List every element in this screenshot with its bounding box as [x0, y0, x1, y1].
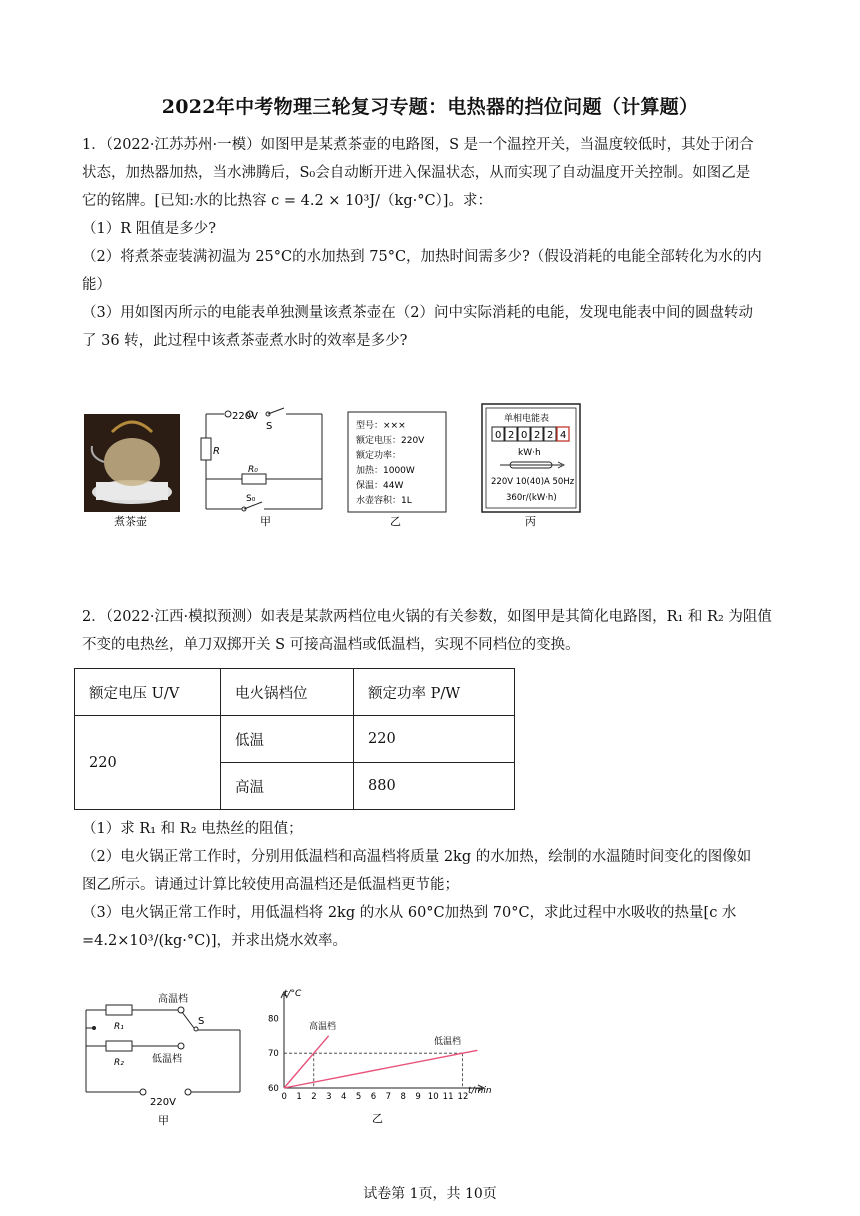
caption-jia: 甲 [260, 515, 271, 528]
chart-x-tick-label: 3 [326, 1092, 332, 1102]
q2-high-label: 高温档 [158, 994, 188, 1005]
meter-spec: 220V 10(40)A 50Hz [491, 477, 575, 487]
caption-yi: 乙 [390, 515, 401, 528]
table-header-cell: 电火锅档位 [221, 669, 354, 716]
caption-jia-2: 甲 [158, 1114, 169, 1127]
nameplate-line: 保温：44W [356, 481, 404, 491]
chart-y-label: t/°C [284, 989, 302, 999]
meter-digit: 2 [508, 430, 515, 441]
chart-x-tick-label: 10 [427, 1092, 439, 1102]
meter-digit: 0 [521, 430, 528, 441]
chart-x-tick-label: 12 [457, 1092, 469, 1102]
meter-unit: kW·h [518, 448, 541, 458]
q2-circuit-diagram [82, 990, 262, 1130]
q2-r1-label: R₁ [114, 1022, 124, 1032]
chart-x-tick-label: 0 [281, 1092, 287, 1102]
meter-digit: 4 [560, 430, 567, 441]
chart-y-tick-label: 60 [268, 1084, 279, 1094]
table-voltage-cell: 220 [75, 716, 221, 810]
nameplate-line: 额定电压：220V [356, 436, 425, 446]
nameplate-line: 水壶容积：1L [356, 496, 412, 506]
q1-intro: 1．（2022·江苏苏州·一模）如图甲是某煮茶壶的电路图，S 是一个温控开关，当温度较低时，其处于闭合 状态，加热器加热，当水沸腾后，S₀会自动断开进入保温状态，从而实现了自动温度开关控制。如图乙是 它的铭牌。[已知:水的比热容 c = 4.2 × 10³J/（kg·°C）]。求： （1）R 阻值是多少? （2）将煮茶壶装满初温为 25°C的水加热到 75°C，加热时间需多少?（假设消耗的电能全部转化为水的内 能） （3）用如图丙所示的电能表单独测量该煮茶壶在（2）问中实际消耗的电能，发现电能表中间的圆盘转动 了 36 转，此过程中该煮茶壶煮水时的效率是多少? [82, 137, 762, 349]
chart-x-tick-label: 1 [296, 1092, 302, 1102]
series-line-1 [284, 1050, 477, 1088]
chart-x-tick-label: 11 [442, 1092, 454, 1102]
chart-x-tick-label: 7 [385, 1092, 392, 1102]
chart-y-tick-label: 80 [268, 1014, 279, 1025]
series-label-low: 低温档 [434, 1037, 462, 1047]
meter-digits [492, 427, 569, 441]
nameplate-line: 额定功率： [356, 451, 402, 461]
table-power-cell: 880 [354, 763, 515, 810]
table-level-cell: 高温 [221, 763, 354, 810]
q1-switch-s-label: S [266, 421, 273, 432]
q1-resistor-r-label: R [213, 446, 220, 457]
q2-intro: 2．（2022·江西·模拟预测）如表是某款两档位电火锅的有关参数，如图甲是其简化电路图，R₁ 和 R₂ 为阻值 不变的电热丝，单刀双掷开关 S 可接高温档或低温档，实现不同档位的变换。 [82, 609, 772, 653]
chart-x-tick-label: 4 [341, 1092, 347, 1102]
meter-digit: 0 [495, 430, 502, 441]
meter-digit: 2 [534, 430, 541, 441]
nameplate-line: 型号：××× [356, 421, 406, 431]
q2-low-label: 低温档 [152, 1054, 182, 1065]
table-header-cell: 额定功率 P/W [354, 669, 515, 716]
nameplate-line: 加热：1000W [356, 466, 415, 476]
q2-switch-label: S [198, 1016, 205, 1027]
caption-teapot: 煮茶壶 [114, 515, 147, 528]
page-title: 2022年中考物理三轮复习专题：电热器的挡位问题（计算题） [161, 96, 699, 118]
table-row [75, 716, 515, 763]
table-header-cell: 额定电压 U/V [75, 669, 221, 716]
caption-yi-2: 乙 [372, 1112, 383, 1125]
q1-resistor-r0-label: R₀ [248, 465, 258, 475]
q2-subquestions: （1）求 R₁ 和 R₂ 电热丝的阻值； （2）电火锅正常工作时，分别用低温档和高温档将质量 2kg 的水加热，绘制的水温随时间变化的图像如 图乙所示。请通过计算比较使用高温档还是低温档更节能； （3）电火锅正常工作时，用低温档将 2kg 的水从 60°C加热到 70°C，求此过程中水吸收的热量[c 水 =4.2×10³/(kg·°C)]，并求出烧水效率。 [82, 821, 752, 949]
q1-circuit-diagram [201, 408, 322, 511]
chart-x-tick-label: 5 [355, 1092, 362, 1102]
q2-temperature-chart [262, 988, 502, 1133]
chart-x-tick-label: 6 [370, 1092, 377, 1102]
chart-x-tick-label: 2 [311, 1092, 317, 1102]
chart-x-label: t/min [468, 1086, 492, 1096]
q1-figures [82, 402, 602, 532]
chart-y-tick-label: 70 [268, 1049, 279, 1060]
page-footer: 试卷第 1页，共 10页 [363, 1186, 497, 1202]
series-label-high: 高温档 [309, 1022, 337, 1032]
table-level-cell: 低温 [221, 716, 354, 763]
q2-r2-label: R₂ [114, 1058, 124, 1068]
meter-rate: 360r/(kW·h) [506, 493, 557, 503]
meter-title: 单相电能表 [504, 414, 550, 424]
caption-bing: 丙 [525, 515, 536, 528]
table-power-cell: 220 [354, 716, 515, 763]
meter-digit: 2 [547, 430, 554, 441]
teapot-image [84, 414, 180, 512]
q1-voltage-label: 220V [232, 411, 258, 422]
q1-switch-s0-label: S₀ [246, 494, 256, 504]
chart-x-tick-label: 9 [415, 1092, 421, 1102]
table-header-row [75, 669, 515, 716]
q2-voltage-label: 220V [150, 1097, 176, 1108]
chart-x-tick-label: 8 [400, 1092, 406, 1102]
q2-parameter-table [74, 668, 515, 810]
